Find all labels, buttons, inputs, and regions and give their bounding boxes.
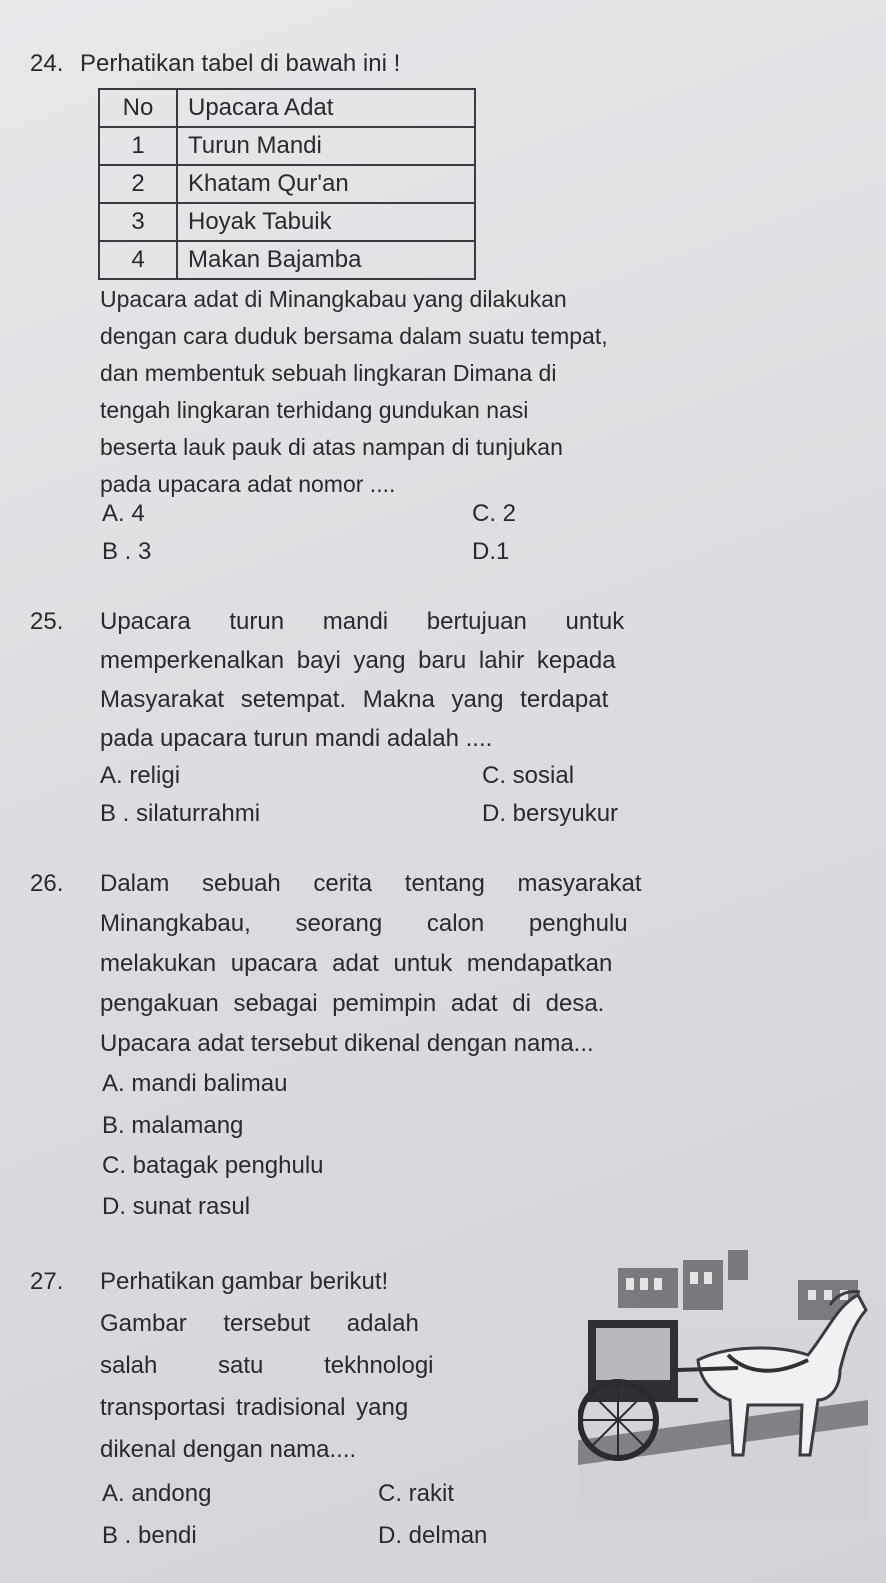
table-cell-no: 1 bbox=[99, 127, 177, 165]
table-cell-no: 2 bbox=[99, 165, 177, 203]
text-line: pengakuan sebagai pemimpin adat di desa. bbox=[100, 990, 605, 1017]
text-line: melakukan upacara adat untuk mendapatkan bbox=[100, 950, 613, 977]
question-number: 25. bbox=[30, 608, 64, 635]
question-prompt: Perhatikan tabel di bawah ini ! bbox=[80, 50, 401, 77]
table-row bbox=[99, 203, 475, 241]
option-a[interactable]: A. 4 bbox=[102, 500, 145, 527]
text-line: beserta lauk pauk di atas nampan di tunjukan bbox=[100, 434, 563, 460]
text-line: pada upacara turun mandi adalah .... bbox=[100, 725, 493, 752]
option-d[interactable]: D. bersyukur bbox=[482, 800, 619, 827]
question-24-text bbox=[100, 286, 860, 508]
table-cell-no: 4 bbox=[99, 241, 177, 279]
text-line: dikenal dengan nama.... bbox=[100, 1436, 357, 1463]
text-line: Dalam sebuah cerita tentang masyarakat bbox=[100, 870, 642, 897]
table-header-row bbox=[99, 89, 475, 127]
text-line: Masyarakat setempat. Makna yang terdapat bbox=[100, 686, 609, 713]
question-number: 24. bbox=[30, 50, 64, 77]
table-cell-no: 3 bbox=[99, 203, 177, 241]
text-line: Upacara adat tersebut dikenal dengan nama... bbox=[100, 1030, 594, 1057]
option-b[interactable]: B. malamang bbox=[102, 1112, 244, 1139]
option-a[interactable]: A. mandi balimau bbox=[102, 1070, 288, 1097]
table-row bbox=[99, 165, 475, 203]
table-cell-ceremony: Makan Bajamba bbox=[177, 241, 475, 279]
option-b[interactable]: B . silaturrahmi bbox=[100, 800, 261, 827]
text-line: Upacara turun mandi bertujuan untuk bbox=[100, 608, 625, 635]
ceremony-table bbox=[98, 88, 476, 280]
question-27-text bbox=[100, 1268, 560, 1478]
table-header-ceremony: Upacara Adat bbox=[177, 89, 475, 127]
question-number: 27. bbox=[30, 1268, 64, 1295]
text-line: Perhatikan gambar berikut! bbox=[100, 1268, 389, 1295]
text-line: salah satu tekhnologi bbox=[100, 1352, 434, 1379]
table-header-no: No bbox=[99, 89, 177, 127]
option-b[interactable]: B . 3 bbox=[102, 538, 152, 565]
option-c[interactable]: C. sosial bbox=[482, 762, 575, 789]
option-a[interactable]: A. religi bbox=[100, 762, 181, 789]
text-line: dan membentuk sebuah lingkaran Dimana di bbox=[100, 360, 557, 386]
table-row bbox=[99, 127, 475, 165]
text-line: pada upacara adat nomor .... bbox=[100, 471, 396, 497]
text-line: tengah lingkaran terhidang gundukan nasi bbox=[100, 397, 529, 423]
table-cell-ceremony: Hoyak Tabuik bbox=[177, 203, 475, 241]
question-number: 26. bbox=[30, 870, 64, 897]
text-line: transportasi tradisional yang bbox=[100, 1394, 409, 1421]
option-c[interactable]: C. rakit bbox=[378, 1480, 455, 1507]
text-line: Upacara adat di Minangkabau yang dilakukan bbox=[100, 286, 567, 312]
question-26-text bbox=[100, 870, 870, 1070]
option-d[interactable]: D. sunat rasul bbox=[102, 1193, 251, 1220]
table-cell-ceremony: Turun Mandi bbox=[177, 127, 475, 165]
option-a[interactable]: A. andong bbox=[102, 1480, 212, 1507]
option-c[interactable]: C. 2 bbox=[472, 500, 517, 527]
option-d[interactable]: D. delman bbox=[378, 1522, 488, 1549]
option-b[interactable]: B . bendi bbox=[102, 1522, 197, 1549]
horse-cart-photo bbox=[578, 1250, 868, 1520]
text-line: Minangkabau, seorang calon penghulu bbox=[100, 910, 628, 937]
table-row bbox=[99, 241, 475, 279]
text-line: Gambar tersebut adalah bbox=[100, 1310, 419, 1337]
table-cell-ceremony: Khatam Qur'an bbox=[177, 165, 475, 203]
option-c[interactable]: C. batagak penghulu bbox=[102, 1152, 324, 1179]
option-d[interactable]: D.1 bbox=[472, 538, 510, 565]
text-line: dengan cara duduk bersama dalam suatu tempat, bbox=[100, 323, 608, 349]
text-line: memperkenalkan bayi yang baru lahir kepada bbox=[100, 647, 616, 674]
question-25-text bbox=[100, 608, 860, 764]
